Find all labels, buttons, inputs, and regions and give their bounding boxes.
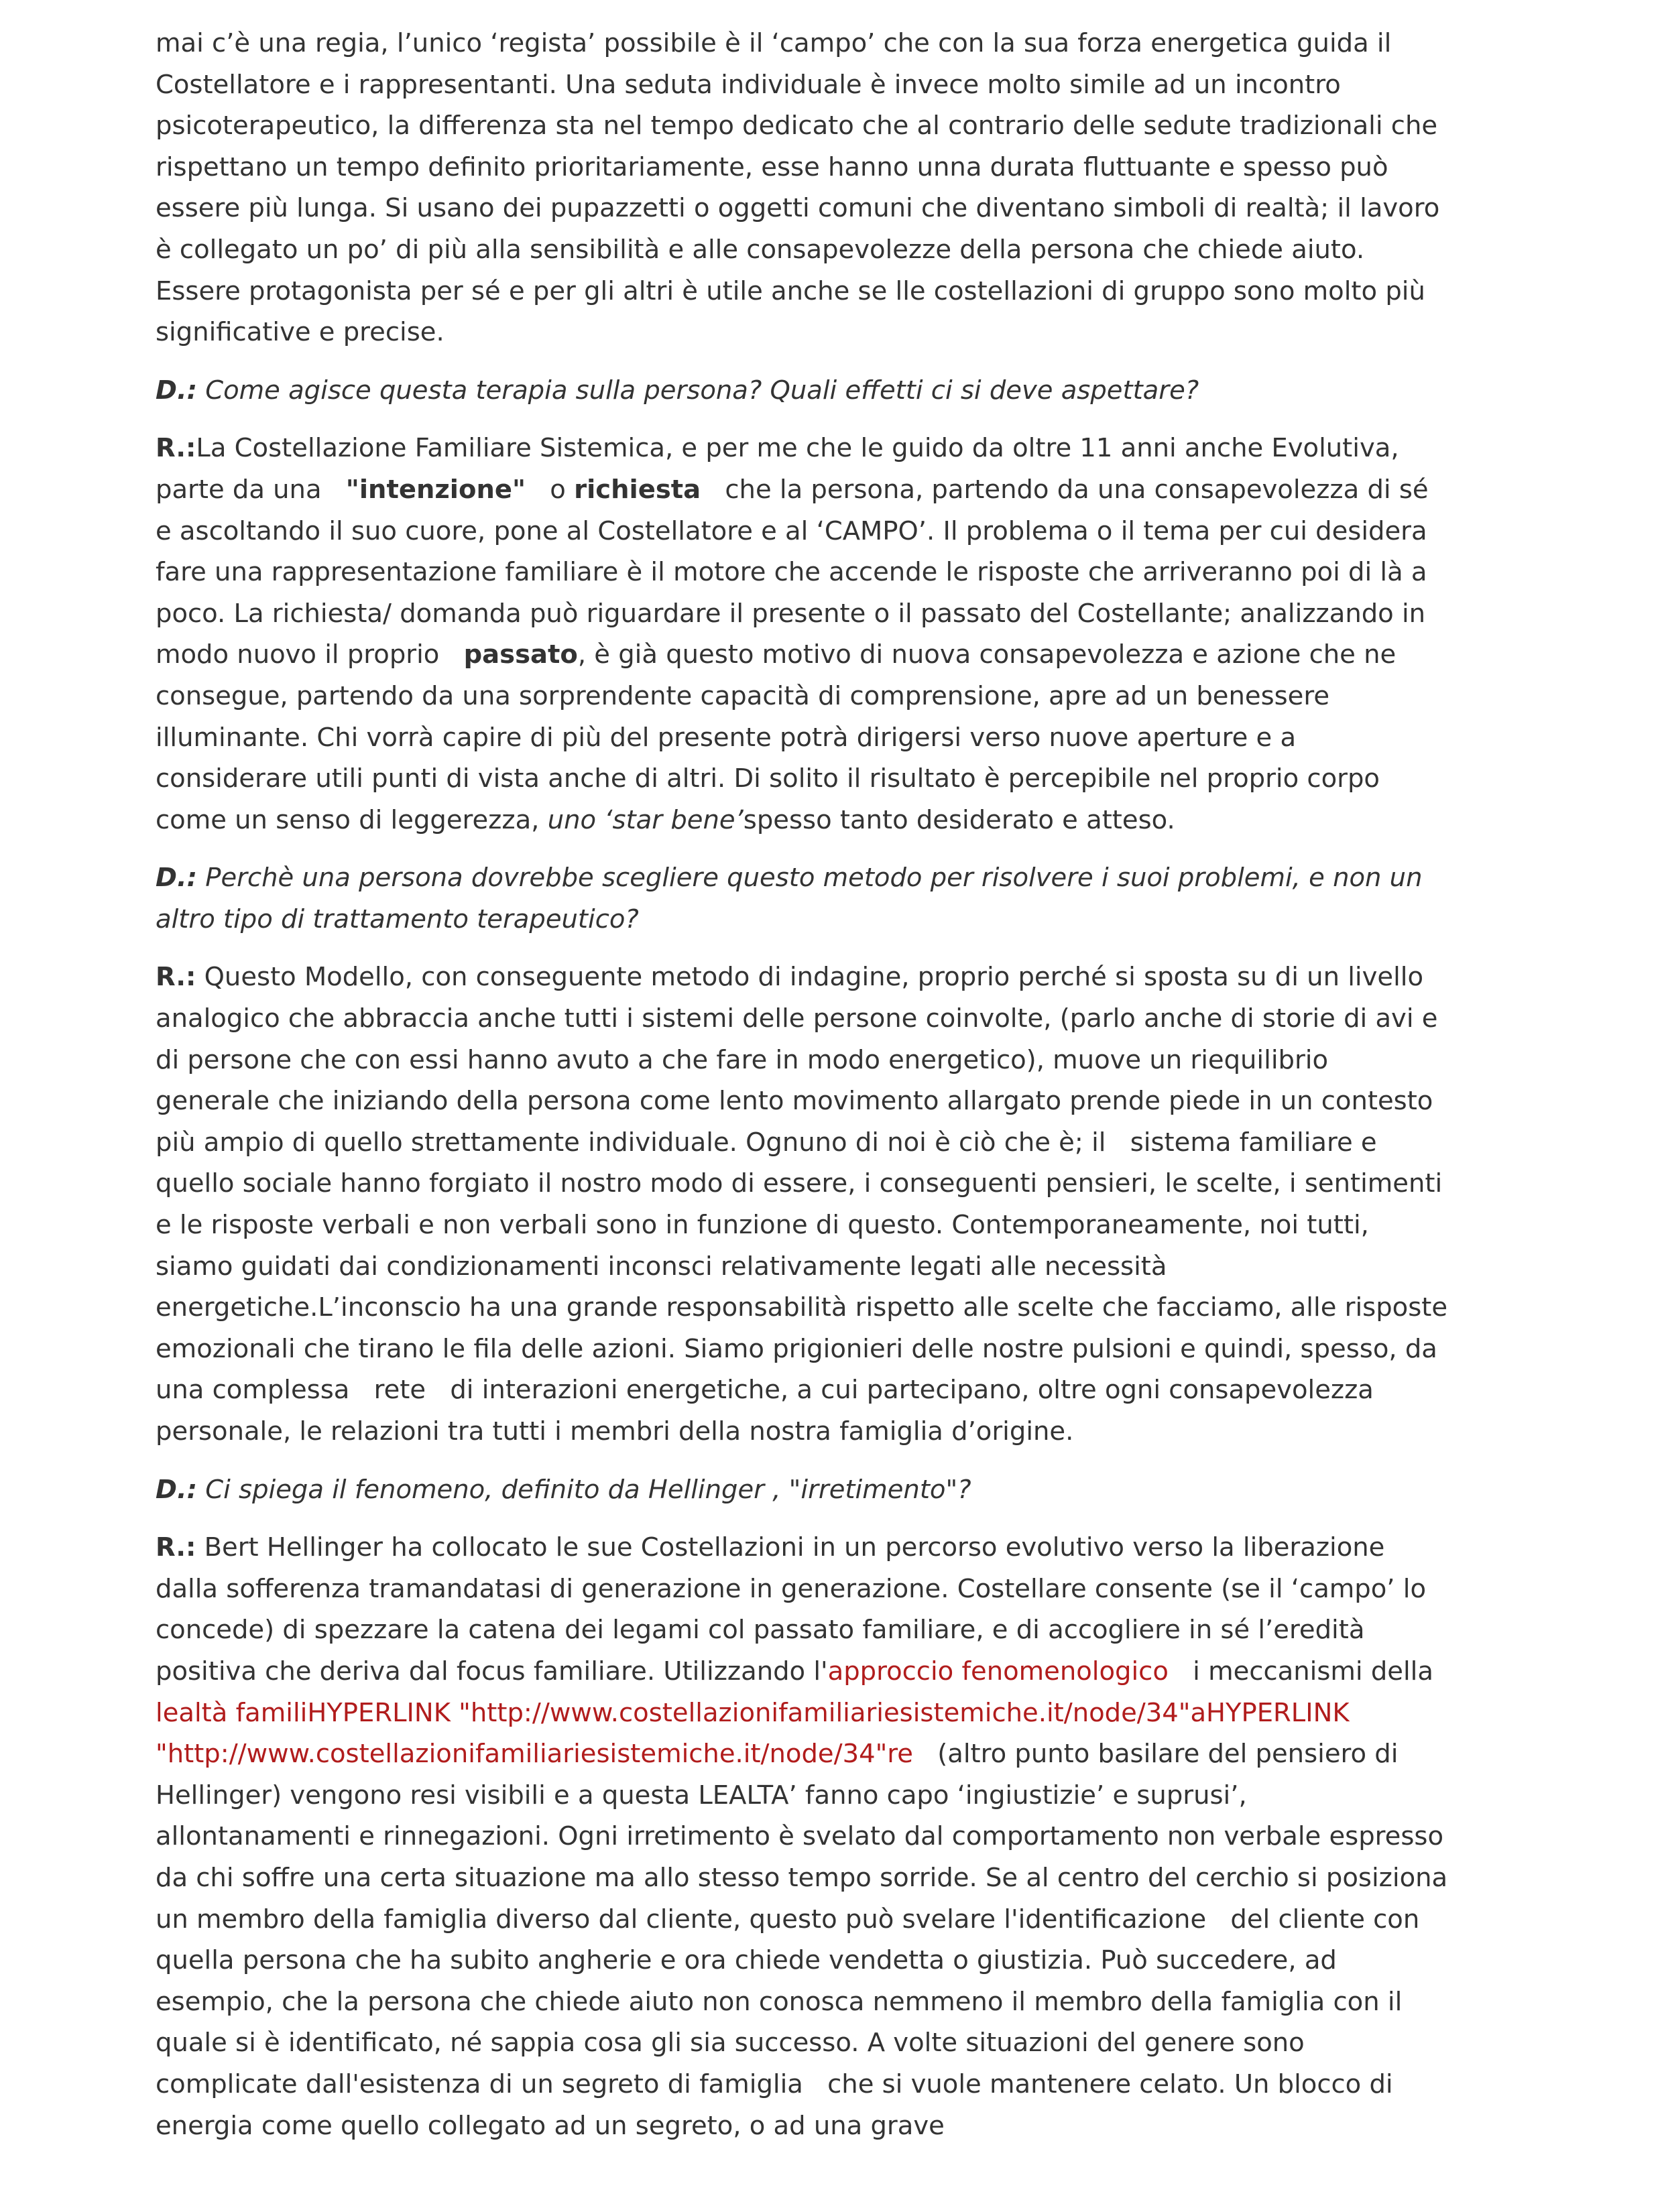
answer-label: R.: <box>156 1532 196 1563</box>
question-2 <box>156 857 1449 940</box>
answer-text: La Costellazione Familiare Sistemica, e per me che le guido da oltre 11 anni anche Evolutiva, parte da una <box>156 433 1399 505</box>
answer-label: R.: <box>156 962 196 993</box>
answer-3 <box>156 1527 1449 2146</box>
paragraph-intro: mai c’è una regia, l’unico ‘regista’ possibile è il ‘campo’ che con la sua forza energetica guida il Costellatore e i rappresentanti. Una seduta individuale è invece molto simile ad un incontro psicoterapeutico, la differenza sta nel tempo dedicato che al contrario delle sedute tradizionali che rispettano un tempo definito prioritariamente, esse hanno unna durata fluttuante e spesso può essere più lunga. Si usano dei pupazzetti o oggetti comuni che diventano simboli di realtà; il lavoro è collegato un po’ di più alla sensibilità e alle consapevolezze della persona che chiede aiuto. Essere protagonista per sé e per gli altri è utile anche se lle costellazioni di gruppo sono molto più significative e precise. <box>156 28 1440 348</box>
question-label: D.: <box>156 863 197 894</box>
answer-text: (altro punto basilare del pensiero di Hellinger) vengono resi visibili e a questa LEALTA’ fanno capo ‘ingiustizie’ e suprusi’, allontanamenti e rinnegazioni. Ogni irretimento è svelato dal comportamento non verbale espresso da chi soffre una certa situazione ma allo stesso tempo sorride. Se al centro del cerchio si posiziona un membro della famiglia diverso dal cliente, questo può svelare l'identificazione <box>156 1739 1448 1934</box>
answer-text: rete <box>373 1375 426 1406</box>
answer-text: di interazioni energetiche, a cui partecipano, oltre ogni consapevolezza personale, le relazioni tra tutti i membri della nostra famiglia d’origine. <box>156 1375 1374 1447</box>
question-text: Perchè una persona dovrebbe scegliere questo metodo per risolvere i suoi problemi, e non un altro tipo di trattamento terapeutico? <box>156 863 1423 934</box>
italic-star-bene: uno ‘star bene’ <box>547 804 744 835</box>
answer-text: o <box>550 474 566 505</box>
answer-text: , è già questo motivo di nuova consapevolezza e azione che ne consegue, partendo da una sorprendente capacità di comprensione, apre ad un benessere illuminante. Chi vorrà capire di più del presente potrà dirigersi verso nuove aperture e a considerare utili punti di vista anche di altri. Di solito il risultato è percepibile nel proprio corpo come un senso di leggerezza, <box>156 639 1397 835</box>
answer-text: che si vuole mantenere celato. Un blocco di energia come quello collegato ad un segreto, o ad una grave <box>156 2069 1393 2141</box>
question-1 <box>156 370 1449 412</box>
question-label: D.: <box>156 1474 197 1505</box>
answer-text: Questo Modello, con conseguente metodo di indagine, proprio perché si sposta su di un livello analogico che abbraccia anche tutti i sistemi delle persone coinvolte, (parlo anche di storie di avi e di persone che con essi hanno avuto a che fare in modo energetico), muove un riequilibrio generale che iniziando della persona come lento movimento allargato prende piede in un contesto più ampio di quello strettamente individuale. Ognuno di noi è ciò che è; il <box>156 962 1438 1158</box>
answer-text: i meccanismi della <box>1193 1656 1433 1686</box>
answer-text: che la persona, partendo da una consapevolezza di sé e ascoltando il suo cuore, pone al Costellatore e al ‘CAMPO’. Il problema o il tema per cui desidera fare una rappresentazione familiare è il motore che accende le risposte che arriveranno poi di là a poco. La richiesta/ domanda può riguardare il presente o il passato del Costellante; analizzando in modo nuovo il proprio <box>156 474 1429 670</box>
document-page <box>156 23 1449 2163</box>
question-3 <box>156 1469 1449 1511</box>
answer-label: R.: <box>156 433 196 464</box>
bold-passato: passato <box>463 639 578 670</box>
answer-text: dalla sofferenza tramandatasi di generazione in generazione. Costellare consente (se il ‘campo’ lo concede) di spezzare la catena dei legami col passato familiare, e di accogliere in sé l’eredità positiva che deriva dal focus familiare. Utilizzando l' <box>156 1573 1427 1686</box>
answer-text: spesso tanto desiderato e atteso. <box>743 804 1175 835</box>
answer-text: del cliente con quella persona che ha subito angherie e ora chiede vendetta o giustizia. Può succedere, ad esempio, che la persona che chiede aiuto non conosca nemmeno il membro della famiglia con il quale si è identificato, né sappia cosa gli sia successo. A volte situazioni del genere sono complicate dall'esistenza di un segreto di famiglia <box>156 1904 1420 2099</box>
bold-intenzione: "intenzione" <box>345 474 526 505</box>
question-text: Come agisce questa terapia sulla persona? Quali effetti ci si deve aspettare? <box>196 375 1199 406</box>
link-lealta-familiare[interactable]: lealtà familiHYPERLINK "http://www.costellazionifamiliariesistemiche.it/node/34"aHYPERLINK "http://www.costellazionifamiliariesistemiche.it/node/34"re <box>156 1697 1350 1770</box>
question-label: D.: <box>156 375 197 406</box>
answer-text: sistema familiare e quello sociale hanno forgiato il nostro modo di essere, i conseguenti pensieri, le scelte, i sentimenti e le risposte verbali e non verbali sono in funzione di questo. Contemporaneamente, noi tutti, siamo guidati dai condizionamenti inconsci relativamente legati alle necessità energetiche.L’inconscio ha una grande responsabilità rispetto alle scelte che facciamo, alle risposte emozionali che tirano le fila delle azioni. Siamo prigionieri delle nostre pulsioni e quindi, spesso, da una complessa <box>156 1127 1448 1406</box>
answer-2 <box>156 957 1449 1452</box>
bold-richiesta: richiesta <box>574 474 701 505</box>
answer-1 <box>156 428 1449 841</box>
link-approccio-fenomenologico[interactable]: approccio fenomenologico <box>827 1656 1169 1686</box>
answer-text: Bert Hellinger ha collocato le sue Costellazioni in un percorso evolutivo verso la liberazione <box>196 1532 1385 1563</box>
question-text: Ci spiega il fenomeno, definito da Hellinger , "irretimento"? <box>196 1474 971 1505</box>
